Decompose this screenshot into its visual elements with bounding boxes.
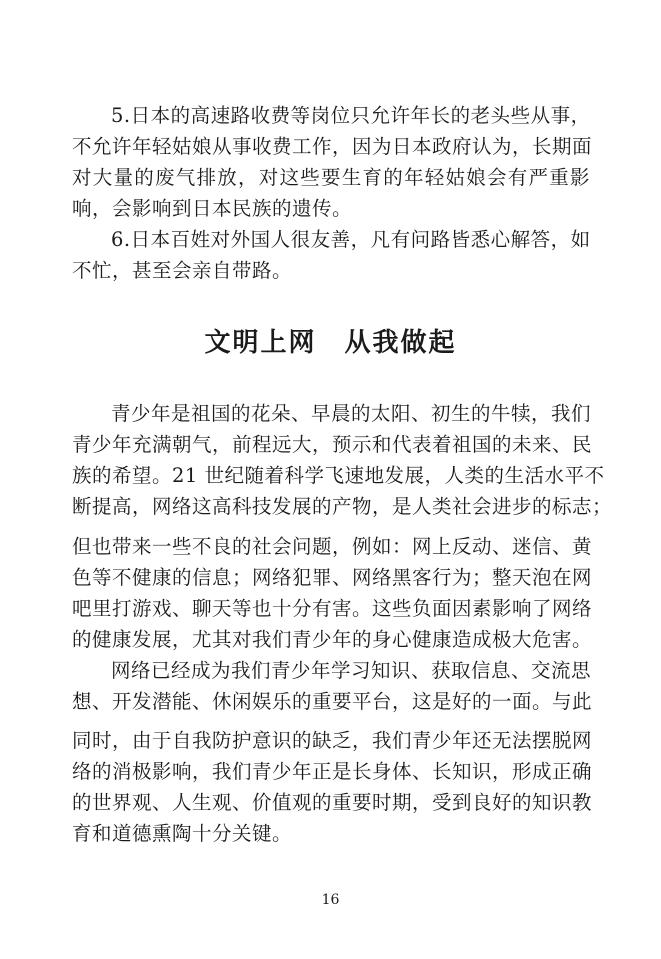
para1-line-8: 的健康发展，尤其对我们青少年的身心健康造成极大危害。 <box>72 628 593 651</box>
para1-line-6: 色等不健康的信息；网络犯罪、网络黑客行为；整天泡在网 <box>72 566 593 589</box>
para2-line-5: 的世界观、人生观、价值观的重要时期，受到良好的知识教 <box>72 791 593 814</box>
para1-line-5: 但也带来一些不良的社会问题，例如：网上反动、迷信、黄 <box>72 535 593 558</box>
para1-line-3: 族的希望。21 世纪随着科学飞速地发展，人类的生活水平不 <box>72 464 605 487</box>
para2-line-1: 网络已经成为我们青少年学习知识、获取信息、交流思 <box>111 659 592 682</box>
item6-line-1: 6.日本百姓对外国人很友善，凡有问路皆悉心解答，如 <box>111 228 591 251</box>
item5-line-4: 响，会影响到日本民族的遗传。 <box>72 197 353 220</box>
para2-line-4: 络的消极影响，我们青少年正是长身体、长知识，形成正确 <box>72 760 593 783</box>
para2-line-6: 育和道德熏陶十分关键。 <box>72 822 293 845</box>
article-title: 文明上网 从我做起 <box>204 328 457 358</box>
para2-line-3: 同时，由于自我防护意识的缺乏，我们青少年还无法摆脱网 <box>72 729 593 752</box>
item6-line-2: 不忙，甚至会亲自带路。 <box>72 259 293 282</box>
item5-line-3: 对大量的废气排放，对这些要生育的年轻姑娘会有严重影 <box>72 166 590 189</box>
page-number: 16 <box>321 892 340 908</box>
para1-line-7: 吧里打游戏、聊天等也十分有害。这些负面因素影响了网络 <box>72 597 593 620</box>
para1-line-4: 断提高，网络这高科技发展的产物，是人类社会进步的标志； <box>72 495 613 518</box>
para1-line-1: 青少年是祖国的花朵、早晨的太阳、初生的牛犊，我们 <box>111 402 592 425</box>
item5-line-2: 不允许年轻姑娘从事收费工作，因为日本政府认为，长期面 <box>72 135 593 158</box>
para1-line-2: 青少年充满朝气，前程远大，预示和代表着祖国的未来、民 <box>72 433 593 456</box>
item5-line-1: 5.日本的高速路收费等岗位只允许年长的老头些从事， <box>111 104 591 127</box>
para2-line-2: 想、开发潜能、休闲娱乐的重要平台，这是好的一面。与此 <box>72 690 593 713</box>
